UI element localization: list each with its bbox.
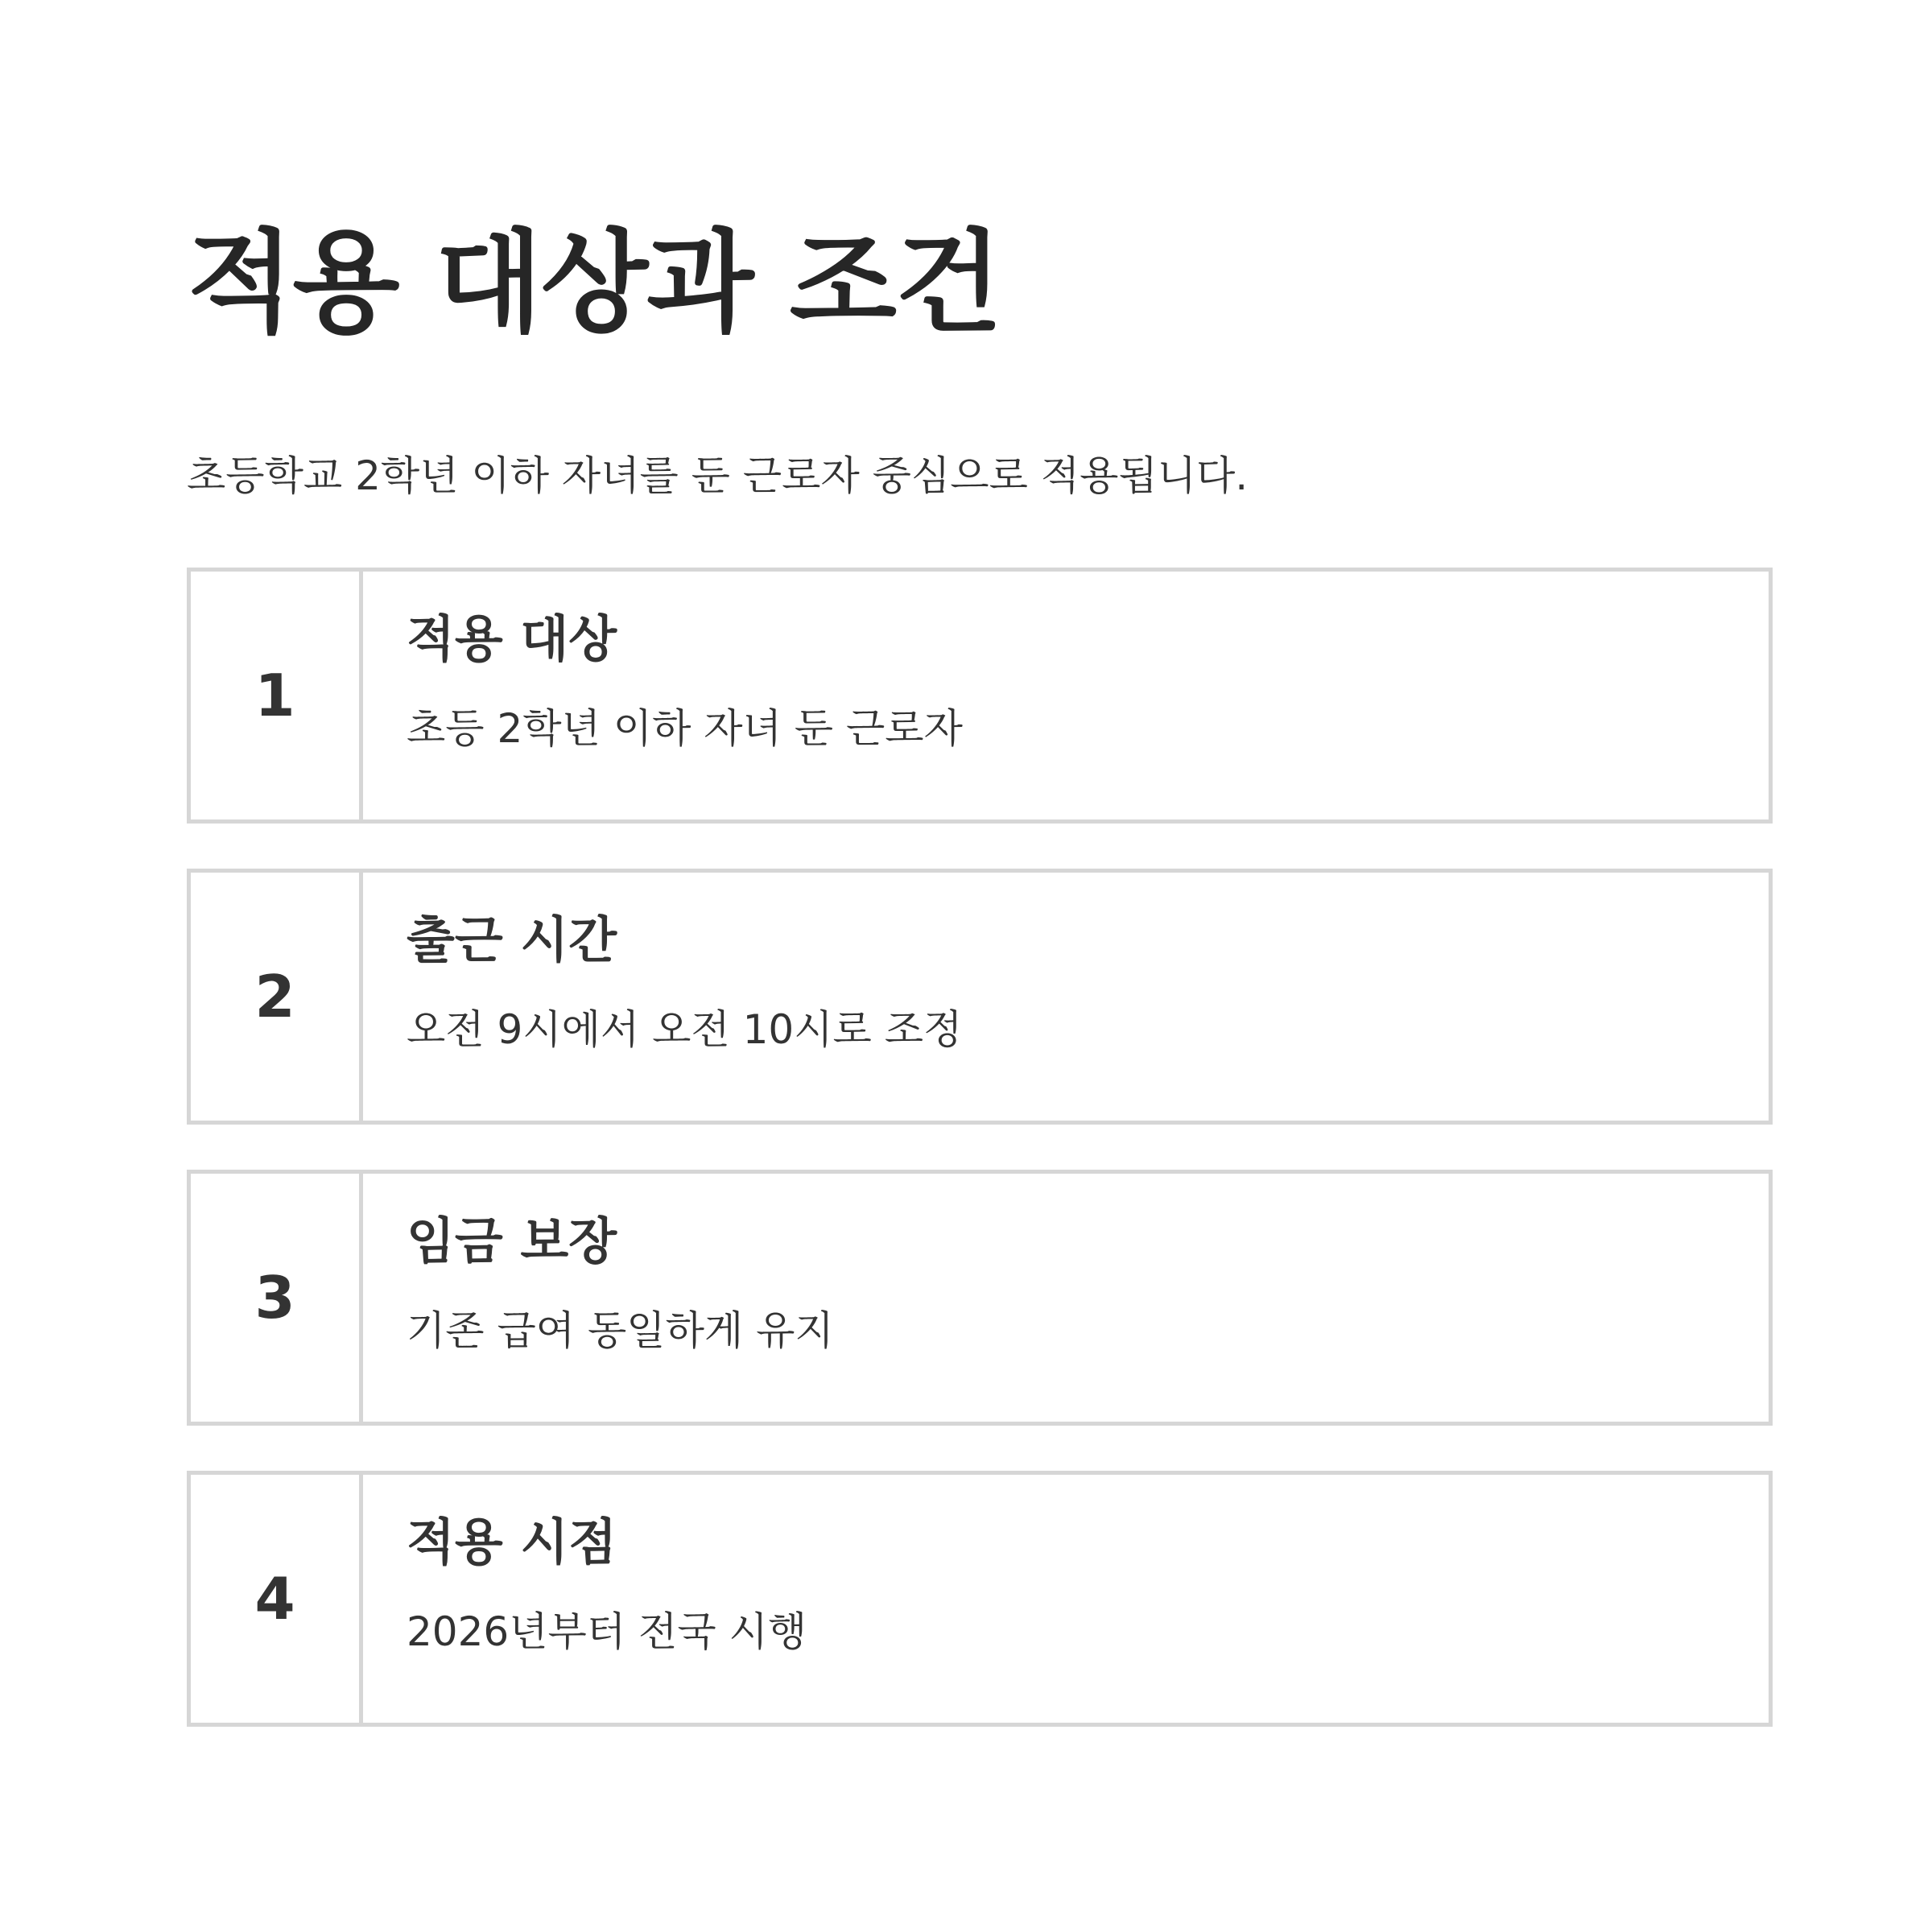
item-title: 적용 시점 [407, 1513, 617, 1571]
condition-list [187, 568, 1773, 1772]
item-title: 임금 보장 [407, 1212, 617, 1270]
item-body [363, 1174, 1769, 1422]
item-description: 초등 2학년 이하 자녀 둔 근로자 [407, 705, 963, 752]
condition-item-start-date [187, 1471, 1773, 1727]
item-body [363, 1475, 1769, 1723]
item-number-cell [191, 1475, 363, 1723]
item-number: 2 [254, 963, 295, 1030]
item-description: 기존 급여 동일하게 유지 [407, 1307, 834, 1354]
item-body [363, 873, 1769, 1121]
item-number-cell [191, 873, 363, 1121]
item-title: 적용 대상 [407, 609, 617, 668]
item-number-cell [191, 1174, 363, 1422]
item-number: 4 [254, 1565, 295, 1633]
condition-item-target [187, 568, 1773, 824]
condition-item-work-hours [187, 869, 1773, 1125]
item-title: 출근 시간 [407, 910, 617, 969]
item-number: 3 [254, 1264, 295, 1331]
page-subtitle: 초등학교 2학년 이하 자녀를 둔 근로자 중심으로 적용됩니다. [187, 452, 1249, 499]
item-description: 오전 9시에서 오전 10시로 조정 [407, 1006, 963, 1053]
item-body [363, 572, 1769, 819]
condition-item-wage [187, 1170, 1773, 1426]
item-number: 1 [254, 662, 295, 729]
item-description: 2026년부터 전국 시행 [407, 1608, 807, 1655]
item-number-cell [191, 572, 363, 819]
page-title: 적용 대상과 조건 [187, 218, 1001, 348]
